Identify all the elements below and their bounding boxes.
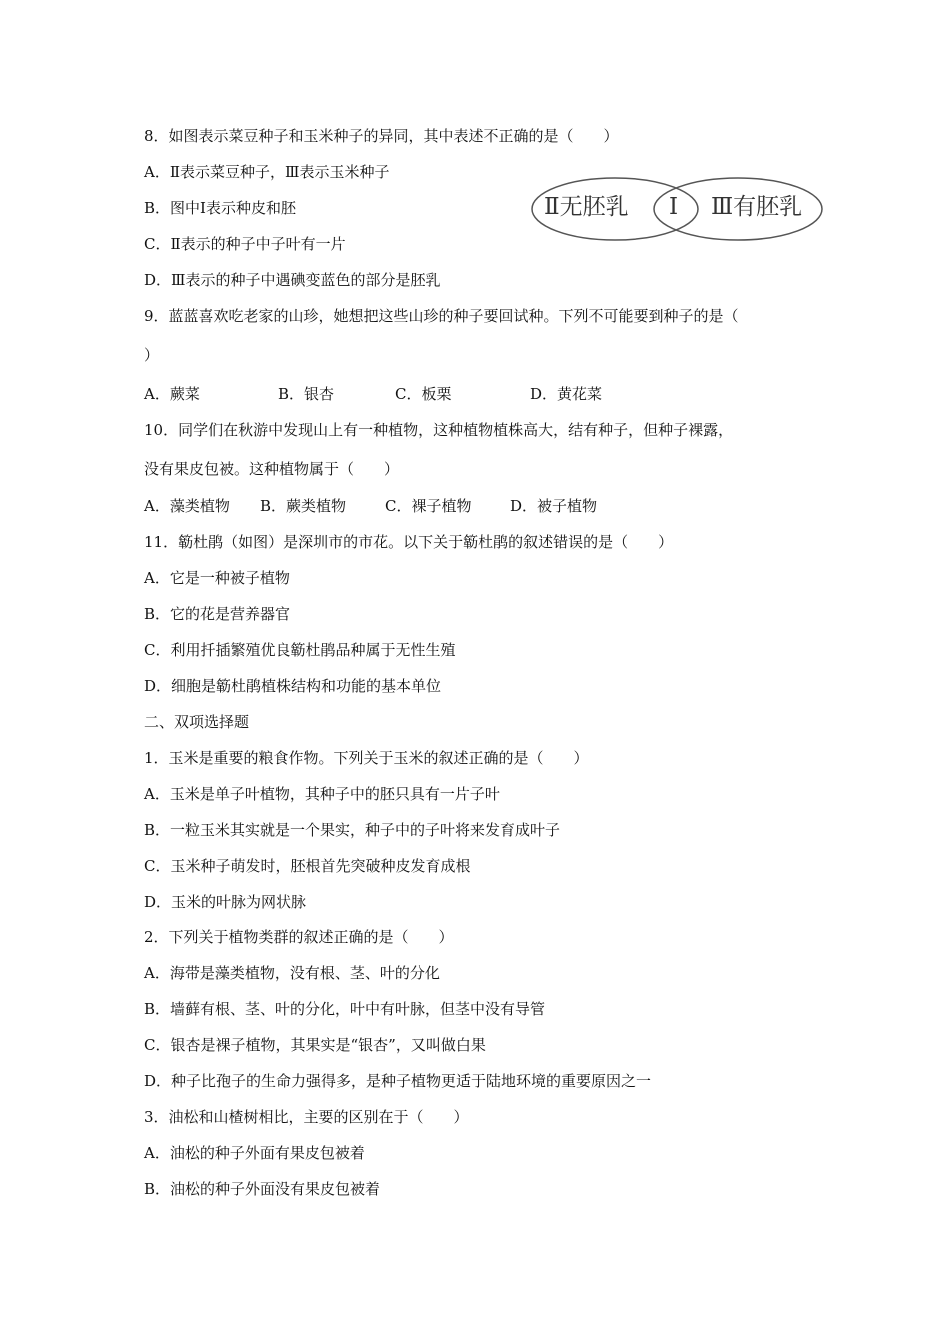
q11-stem: 11．簕杜鹃（如图）是深圳市的市花。以下关于簕杜鹃的叙述错误的是（ ） — [144, 533, 674, 551]
q10-stem-line1: 10．同学们在秋游中发现山上有一种植物，这种植物植株高大，结有种子，但种子裸露， — [144, 421, 734, 439]
q11-option-c: C．利用扦插繁殖优良簕杜鹃品种属于无性生殖 — [144, 641, 456, 659]
s2-option-c: C．银杏是裸子植物，其果实是“银杏”，又叫做白果 — [144, 1036, 486, 1054]
venn-middle-label: Ⅰ — [669, 194, 679, 220]
q10-stem-line2: 没有果皮包被。这种植物属于（ ） — [144, 460, 400, 478]
venn-right-label: Ⅲ有胚乳 — [711, 194, 803, 220]
s1-option-b: B．一粒玉米其实就是一个果实，种子中的子叶将来发育成叶子 — [144, 821, 561, 839]
q8-option-a: A．Ⅱ表示菜豆种子，Ⅲ表示玉米种子 — [144, 163, 390, 181]
q9-option-c: C．板栗 — [395, 385, 452, 403]
q10-option-b: B．蕨类植物 — [260, 497, 347, 515]
seed-venn-diagram — [530, 176, 824, 242]
q11-option-b: B．它的花是营养器官 — [144, 605, 291, 623]
q9-option-a: A．蕨菜 — [144, 385, 200, 403]
s2-option-b: B．墙藓有根、茎、叶的分化，叶中有叶脉，但茎中没有导管 — [144, 1000, 546, 1018]
q8-option-c: C．Ⅱ表示的种子中子叶有一片 — [144, 235, 346, 253]
q9-option-d: D．黄花菜 — [530, 385, 603, 403]
q10-option-c: C．裸子植物 — [385, 497, 472, 515]
s2-stem: 2．下列关于植物类群的叙述正确的是（ ） — [144, 928, 454, 946]
venn-left-label: Ⅱ无胚乳 — [544, 194, 629, 220]
q8-option-b: B．图中Ⅰ表示种皮和胚 — [144, 199, 296, 217]
q8-stem: 8．如图表示菜豆种子和玉米种子的异同，其中表述不正确的是（ ） — [144, 127, 619, 145]
s1-option-d: D．玉米的叶脉为网状脉 — [144, 893, 307, 911]
s1-option-a: A．玉米是单子叶植物，其种子中的胚只具有一片子叶 — [144, 785, 500, 803]
q11-option-a: A．它是一种被子植物 — [144, 569, 290, 587]
s1-stem: 1．玉米是重要的粮食作物。下列关于玉米的叙述正确的是（ ） — [144, 749, 589, 767]
q10-option-a: A．藻类植物 — [144, 497, 230, 515]
section-heading: 二、双项选择题 — [144, 713, 250, 731]
s2-option-d: D．种子比孢子的生命力强得多，是种子植物更适于陆地环境的重要原因之一 — [144, 1072, 652, 1090]
q9-stem-line1: 9．蓝蓝喜欢吃老家的山珍，她想把这些山珍的种子要回试种。下列不可能要到种子的是（ — [144, 307, 739, 325]
q8-option-d: D．Ⅲ表示的种子中遇碘变蓝色的部分是胚乳 — [144, 271, 441, 289]
s3-option-a: A．油松的种子外面有果皮包被着 — [144, 1144, 365, 1162]
q10-option-d: D．被子植物 — [510, 497, 598, 515]
q9-stem-line2: ） — [144, 346, 160, 364]
s2-option-a: A．海带是藻类植物，没有根、茎、叶的分化 — [144, 964, 440, 982]
s3-stem: 3．油松和山楂树相比，主要的区别在于（ ） — [144, 1108, 469, 1126]
s3-option-b: B．油松的种子外面没有果皮包被着 — [144, 1180, 381, 1198]
q9-option-b: B．银杏 — [278, 385, 335, 403]
s1-option-c: C．玉米种子萌发时，胚根首先突破种皮发育成根 — [144, 857, 471, 875]
q11-option-d: D．细胞是簕杜鹃植株结构和功能的基本单位 — [144, 677, 442, 695]
